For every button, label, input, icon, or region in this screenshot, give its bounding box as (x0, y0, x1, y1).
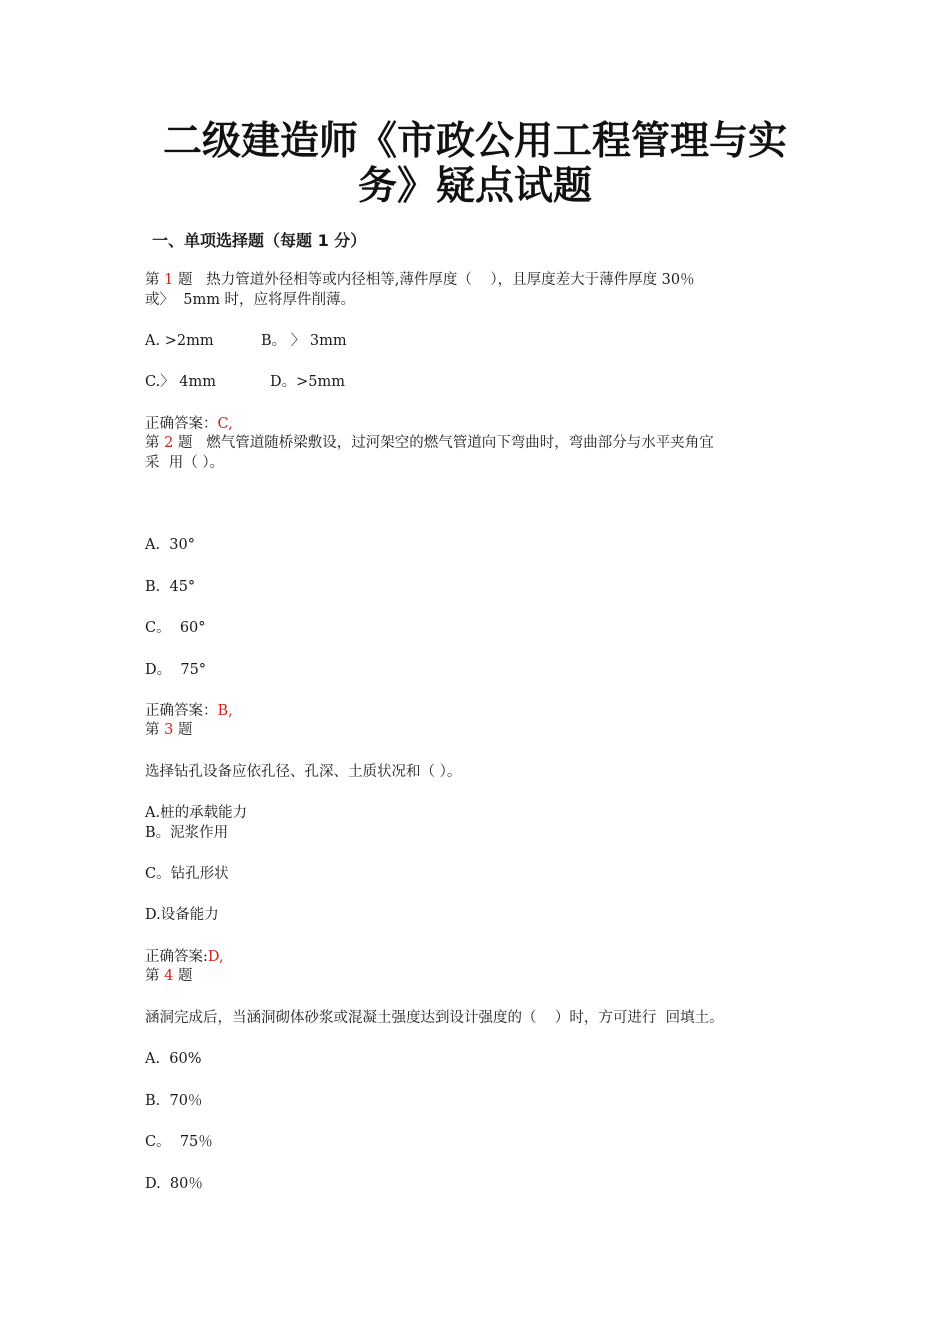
answer-prefix: 正确答案： (145, 416, 218, 432)
q3-option-a: A.桩的承载能力 (145, 805, 248, 821)
answer-value: B, (217, 703, 233, 719)
question-number: 2 (164, 435, 174, 451)
question-1-stem (145, 270, 695, 290)
question-2-stem-cont: 采 用（ ）。 (145, 455, 225, 471)
question-suffix: 题 (177, 435, 193, 451)
q1-option-d: D。>5mm (270, 374, 345, 390)
answer-value: C, (217, 416, 233, 432)
doc-title-line2: 务》疑点试题 (357, 164, 592, 209)
q3-option-d: D.设备能力 (145, 907, 219, 923)
question-suffix: 题 (177, 968, 193, 984)
q4-option-c: C。 75％ (145, 1134, 213, 1150)
question-suffix: 题 (177, 272, 193, 288)
q3-option-c: C。钻孔形状 (145, 866, 229, 882)
question-3-header (145, 720, 192, 740)
question-suffix: 题 (177, 722, 193, 738)
q3-answer (145, 947, 224, 967)
question-text: 燃气管道随桥梁敷设，过河架空的燃气管道向下弯曲时，弯曲部分与水平夹角宜 (206, 435, 714, 451)
question-prefix: 第 (145, 722, 160, 738)
q1-option-c: C.〉 4mm (145, 374, 217, 390)
question-4-header (145, 966, 192, 986)
question-4-text: 涵洞完成后，当涵洞砌体砂浆或混凝土强度达到设计强度的（ ）时，方可进行 回填土。 (145, 1010, 724, 1026)
q3-option-b: B。泥浆作用 (145, 825, 229, 841)
answer-prefix: 正确答案: (145, 949, 208, 965)
q2-answer (145, 701, 233, 721)
question-prefix: 第 (145, 435, 160, 451)
question-number: 3 (164, 722, 174, 738)
doc-title-line1: 二级建造师《市政公用工程管理与实 (162, 119, 787, 164)
q2-option-b: B. 45° (145, 579, 196, 595)
question-2-stem (145, 433, 714, 453)
question-1-stem-cont: 或〉 5mm 时，应将厚件削薄。 (145, 292, 356, 308)
q4-option-b: B. 70％ (145, 1093, 203, 1109)
answer-value: D, (207, 949, 224, 965)
question-number: 1 (164, 272, 174, 288)
question-text: 热力管道外径相等或内径相等,薄件厚度（ ），且厚度差大于薄件厚度 30％ (206, 272, 695, 288)
question-number: 4 (164, 968, 174, 984)
answer-prefix: 正确答案： (145, 703, 218, 719)
q1-option-b: B。 〉 3mm (261, 333, 347, 349)
q2-option-d: D。 75° (145, 662, 207, 678)
q1-answer (145, 414, 233, 434)
q4-option-a: A. 60% (145, 1051, 202, 1067)
question-prefix: 第 (145, 272, 160, 288)
question-3-text: 选择钻孔设备应依孔径、孔深、土质状况和（ ）。 (145, 764, 462, 780)
question-prefix: 第 (145, 968, 160, 984)
q1-option-a: A. >2mm (145, 333, 214, 349)
q2-option-c: C。 60° (145, 620, 206, 636)
section-heading: 一、单项选择题（每题 1 分） (152, 231, 367, 250)
q4-option-d: D. 80％ (145, 1176, 203, 1192)
q2-option-a: A. 30° (145, 537, 195, 553)
